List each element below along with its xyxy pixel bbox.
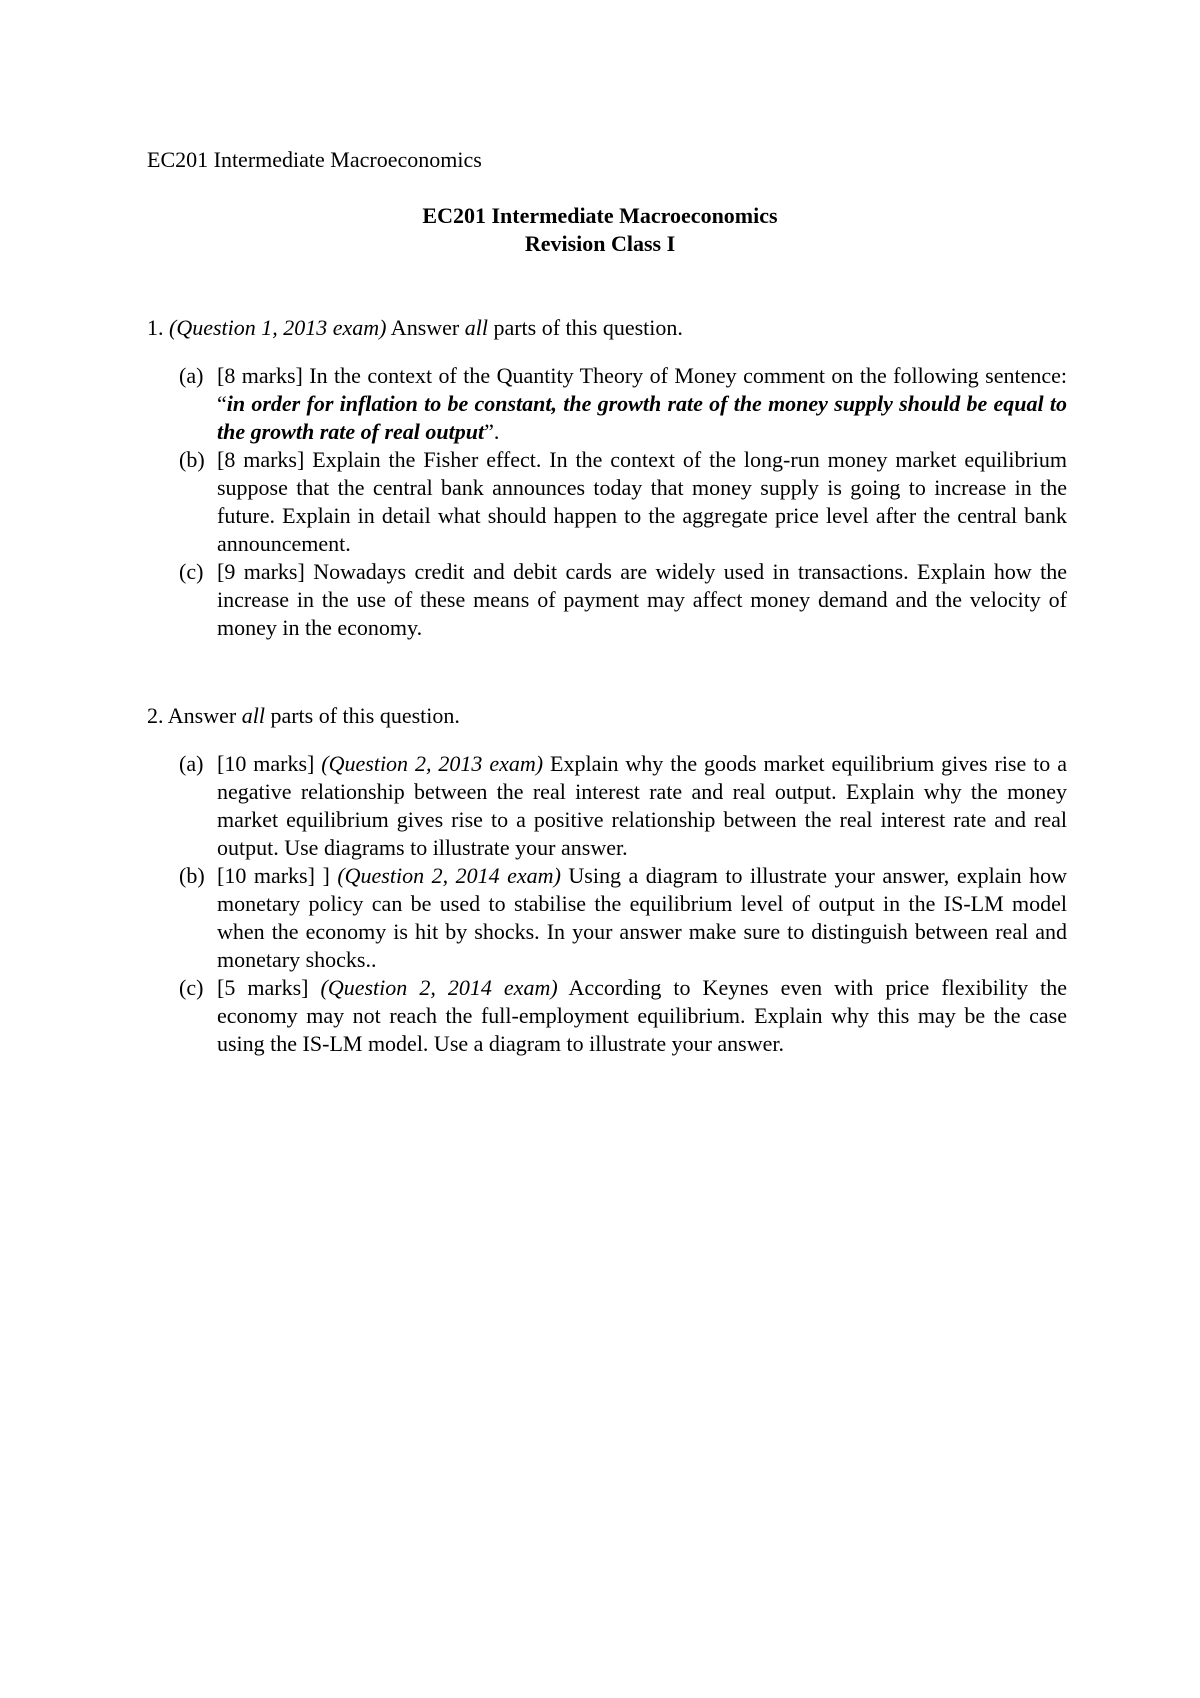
- document-title: [0, 202, 1200, 258]
- question-2-number: 2.: [147, 703, 164, 728]
- part-letter: (b): [179, 863, 205, 888]
- part-letter: (a): [179, 751, 204, 776]
- question-2-lead: 2. Answer all parts of this question.: [147, 703, 460, 728]
- question-2-parts: [147, 750, 1067, 1058]
- part-source: (Question 2, 2014 exam): [337, 863, 561, 888]
- question-1-parts: [147, 362, 1067, 642]
- part-letter: (a): [179, 363, 204, 388]
- question-1-part-a: (a) [8 marks] In the context of the Quantity Theory of Money comment on the following sentence: “in order for inflation to be constant, the growth rate of the money supply should be equal to the growth rate of real output”.: [179, 363, 1067, 444]
- question-1-source: (Question 1, 2013 exam): [169, 315, 387, 340]
- part-source: (Question 2, 2014 exam): [320, 975, 558, 1000]
- title-class: Revision Class I: [524, 231, 676, 256]
- running-header: EC201 Intermediate Macroeconomics: [147, 147, 482, 172]
- part-letter: (c): [179, 559, 204, 584]
- question-1: [147, 314, 1067, 642]
- question-2-part-a: (a) [10 marks] (Question 2, 2013 exam) Explain why the goods market equilibrium gives rise to a negative relationship between the real interest rate and real output. Explain why the money market equilibrium gives rise to a positive relationship between the real interest rate and real output. Use diagrams to illustrate your answer.: [179, 751, 1067, 860]
- part-letter: (c): [179, 975, 204, 1000]
- question-2-part-b: (b) [10 marks] ] (Question 2, 2014 exam) Using a diagram to illustrate your answer, explain how monetary policy can be used to stabilise the equilibrium level of output in the IS-LM model when the economy is hit by shocks. In your answer make sure to distinguish between real and monetary shocks..: [179, 863, 1067, 972]
- question-1-number: 1.: [147, 315, 164, 340]
- question-1-lead: 1. (Question 1, 2013 exam) Answer all parts of this question.: [147, 315, 683, 340]
- title-course: EC201 Intermediate Macroeconomics: [422, 203, 778, 228]
- quoted-sentence: in order for inflation to be constant, the growth rate of the money supply should be equal to the growth rate of real output: [217, 391, 1067, 444]
- part-letter: (b): [179, 447, 205, 472]
- question-2-part-c: (c) [5 marks] (Question 2, 2014 exam) According to Keynes even with price flexibility the economy may not reach the full-employment equilibrium. Explain why this may be the case using the IS-LM model. Use a diagram to illustrate your answer.: [179, 975, 1068, 1056]
- part-source: (Question 2, 2013 exam): [321, 751, 544, 776]
- question-1-part-b: (b) [8 marks] Explain the Fisher effect. In the context of the long-run money market equilibrium suppose that the central bank announces today that money supply is going to increase in the future. Explain in detail what should happen to the aggregate price level after the central bank announcement.: [179, 447, 1067, 556]
- question-2: [147, 702, 1067, 1058]
- question-1-part-c: (c) [9 marks] Nowadays credit and debit cards are widely used in transactions. Explain how the increase in the use of these means of payment may affect money demand and the velocity of money in the economy.: [179, 559, 1067, 640]
